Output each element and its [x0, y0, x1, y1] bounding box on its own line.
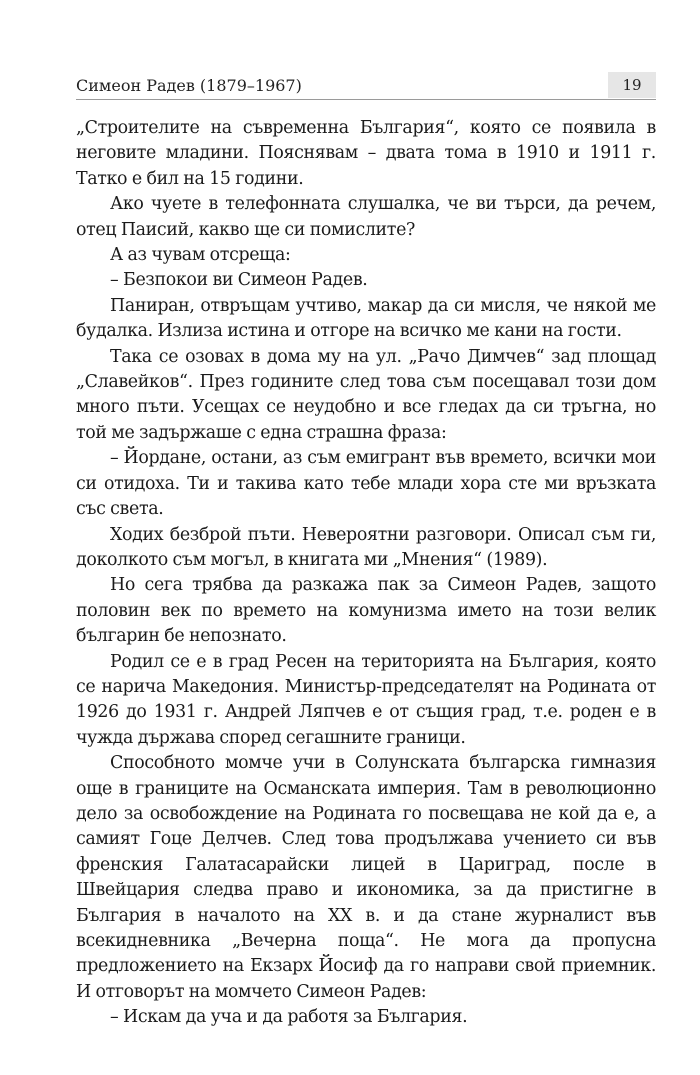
paragraph: Ходих безброй пъти. Невероятни разговори. Описал съм ги, доколкото съм могъл, в книгата ми „Мнения“ (1989). [76, 524, 656, 570]
header-rule [76, 99, 656, 100]
page-number: 19 [608, 72, 656, 98]
paragraph: Ако чуете в телефонната слушалка, че ви търси, да речем, отец Паисий, какво ще си помислите? [76, 194, 656, 240]
body-text [76, 116, 656, 1031]
paragraph: Паниран, отвръщам учтиво, макар да си мисля, че някой ме будалка. Излиза истина и отгоре на всичко ме кани на гости. [76, 295, 656, 342]
paragraph: „Строителите на съвременна България“, която се появила в неговите младини. Пояснявам – двата тома в 1910 и 1911 г. Татко е бил на 15 години. [76, 118, 656, 189]
paragraph: Способното момче учи в Солунската българска гимназия още в границите на Османската империя. Там в революционно дело за освобождение на Родината го посвещава не кой да е, а самият Гоце Делчев. След това продължава учението си във френския Галатасарайски лицей в Цариград, после в Швейцария следва право и икономика, за да пристигне в България в началото на ХХ в. и да стане журналист във всекидневника „Вечерна поща“. Не мога да пропусна предложението на Екзарх Йосиф да го направи свой приемник. И отговорът на момчето Симеон Радев: [76, 753, 656, 1002]
dialogue-line: – Искам да уча и да работя за България. [110, 1007, 468, 1028]
running-title: Симеон Радев (1879–1967) [76, 76, 302, 95]
paragraph: А аз чувам отсреща: [110, 245, 291, 266]
dialogue-line: – Йордане, остани, аз съм емигрант във времето, всички мои си отидоха. Ти и такива като тебе млади хора сте ми връзката със света. [76, 448, 656, 520]
paragraph: Родил се е в град Ресен на територията на България, която се нарича Македония. Министър-председателят на Родината от 1926 до 1931 г. Андрей Ляпчев е от същия град, т.е. роден е в чужда държава според сегашните граници. [76, 651, 656, 748]
paragraph: Но сега трябва да разкажа пак за Симеон Радев, защото половин век по времето на комунизма името на този велик българин бе непознато. [76, 575, 656, 647]
dialogue-line: – Безпокои ви Симеон Радев. [110, 270, 368, 291]
paragraph: Така се озовах в дома му на ул. „Рачо Димчев“ зад площад „Славейков“. През годините след това съм посещавал този дом много пъти. Усещах се неудобно и все гледах да си тръгна, но той ме задържаше с една страшна фраза: [76, 346, 656, 443]
running-head [76, 72, 656, 102]
